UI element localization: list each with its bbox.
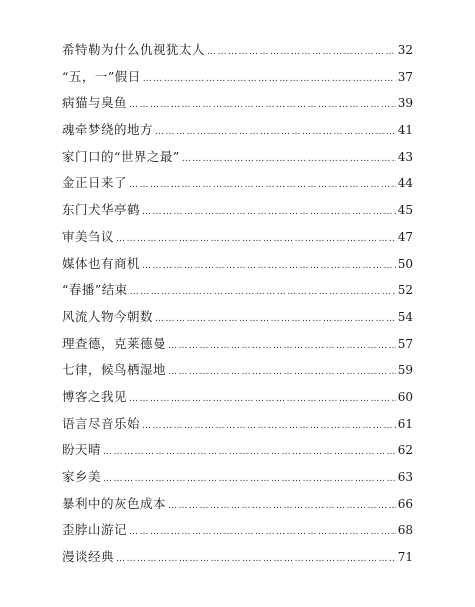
- toc-entry[interactable]: [62, 437, 413, 464]
- dot-leader: [103, 439, 396, 466]
- toc-entry-title: 理查德，克莱德曼: [62, 335, 167, 351]
- toc-entry-title: 家门口的“世界之最”: [62, 148, 180, 164]
- dot-leader: [129, 92, 396, 119]
- dot-leader: [130, 279, 396, 306]
- dot-leader: [182, 146, 396, 173]
- toc-entry-title: “春播”结束: [62, 282, 128, 298]
- toc-entry-page-number: 47: [397, 229, 413, 244]
- toc-entry[interactable]: [62, 224, 413, 251]
- dot-leader: [129, 519, 396, 546]
- toc-entry-page-number: 44: [397, 176, 413, 191]
- toc-entry-title: 东门犬华亭鹤: [62, 202, 141, 218]
- dot-leader: [116, 546, 396, 573]
- toc-entry[interactable]: [62, 251, 413, 278]
- toc-entry-title: 病猫与臭鱼: [62, 95, 128, 111]
- dot-leader: [103, 466, 396, 493]
- toc-entry-page-number: 62: [397, 443, 413, 458]
- dot-leader: [207, 39, 396, 66]
- toc-entry[interactable]: [62, 331, 413, 358]
- toc-entry-title: 博客之我见: [62, 388, 128, 404]
- toc-entry-page-number: 39: [397, 96, 413, 111]
- toc-entry-page-number: 43: [397, 149, 413, 164]
- toc-entry-page-number: 57: [397, 336, 413, 351]
- toc-entry[interactable]: [62, 384, 413, 411]
- toc-entry[interactable]: [62, 277, 413, 304]
- toc-entry-page-number: 71: [397, 550, 413, 565]
- toc-entry-title: 媒体也有商机: [62, 255, 141, 271]
- toc-entry-title: 金正日来了: [62, 175, 128, 191]
- toc-entry-title: 歪脖山游记: [62, 522, 128, 538]
- toc-entry-page-number: 32: [397, 43, 413, 57]
- toc-entry[interactable]: [62, 144, 413, 171]
- toc-entry-title: 魂牵梦绕的地方: [62, 122, 154, 138]
- toc-entry-title: 风流人物今朝数: [62, 308, 154, 324]
- dot-leader: [129, 386, 396, 413]
- toc-entry-page-number: 66: [397, 496, 413, 511]
- toc-entry-title: 希特勒为什么仇视犹太人: [62, 42, 206, 57]
- toc-entry-title: 暴利中的灰色成本: [62, 495, 167, 511]
- toc-entry-page-number: 50: [397, 256, 413, 271]
- toc-entry-page-number: 52: [397, 283, 413, 298]
- toc-entry[interactable]: [62, 517, 413, 544]
- dot-leader: [142, 199, 396, 226]
- toc-entry-title: 七律，候鸟栖湿地: [62, 362, 167, 378]
- toc-entry-page-number: 60: [397, 389, 413, 404]
- toc-entry[interactable]: [62, 197, 413, 224]
- toc-entry[interactable]: [62, 357, 413, 384]
- toc-entry-title: 审美刍议: [62, 228, 115, 244]
- dot-leader: [168, 333, 396, 360]
- toc-entry-page-number: 63: [397, 470, 413, 484]
- dot-leader: [143, 66, 396, 93]
- toc-entry-page-number: 41: [397, 123, 413, 138]
- toc-entry[interactable]: [62, 90, 413, 117]
- dot-leader: [116, 226, 396, 253]
- dot-leader: [168, 359, 396, 386]
- toc-entry-page-number: 54: [397, 309, 413, 324]
- dot-leader: [155, 306, 396, 333]
- toc-list: [62, 37, 413, 571]
- toc-entry-title: 漫谈经典: [62, 549, 115, 565]
- toc-entry-page-number: 61: [397, 416, 413, 431]
- dot-leader: [142, 253, 396, 280]
- dot-leader: [142, 413, 396, 440]
- dot-leader: [168, 493, 396, 520]
- toc-entry-title: 盼天晴: [62, 442, 102, 458]
- dot-leader: [155, 119, 396, 146]
- toc-entry[interactable]: [62, 64, 413, 91]
- toc-entry[interactable]: [62, 304, 413, 331]
- toc-entry[interactable]: [62, 411, 413, 438]
- toc-entry[interactable]: [62, 491, 413, 518]
- toc-entry-title: “五，一”假日: [62, 68, 141, 84]
- toc-entry-page-number: 45: [397, 203, 413, 218]
- toc-entry-title: 语言尽音乐始: [62, 415, 141, 431]
- toc-entry[interactable]: [62, 117, 413, 144]
- toc-entry[interactable]: [62, 464, 413, 491]
- toc-entry[interactable]: [62, 544, 413, 571]
- dot-leader: [129, 172, 396, 199]
- toc-entry[interactable]: [62, 37, 413, 64]
- toc-entry-page-number: 59: [397, 363, 413, 378]
- toc-entry-page-number: 68: [397, 523, 413, 538]
- toc-entry-page-number: 37: [397, 69, 413, 84]
- toc-entry[interactable]: [62, 170, 413, 197]
- toc-entry-title: 家乡美: [62, 469, 102, 484]
